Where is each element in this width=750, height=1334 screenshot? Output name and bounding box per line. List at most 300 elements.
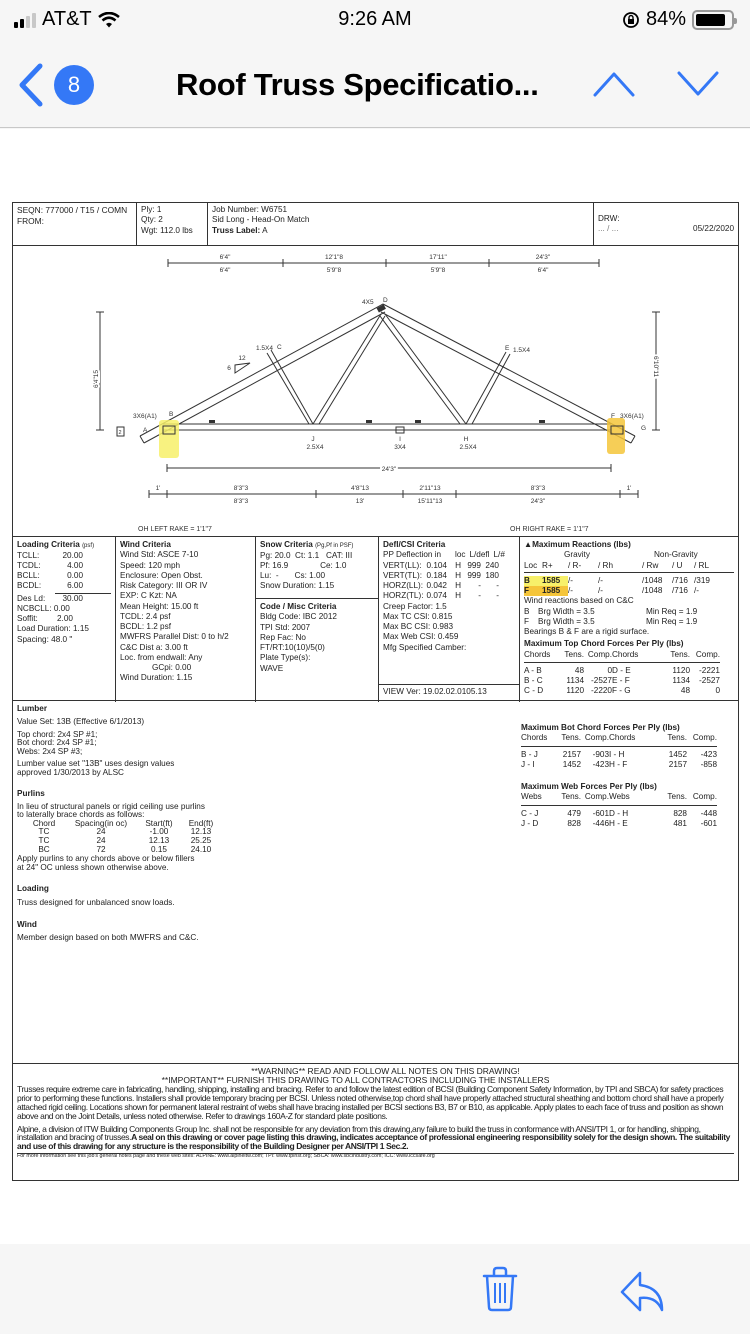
loading-key: BCDL:	[17, 581, 42, 591]
status-time: 9:26 AM	[338, 8, 412, 30]
bearing-mark: 2	[118, 430, 122, 436]
purlin-note-line: at 24" OC unless shown otherwise above.	[17, 863, 169, 873]
loading-row	[17, 593, 111, 604]
defl-cell: 999	[467, 560, 481, 570]
top-dim-3-top: 17'11"	[429, 254, 447, 261]
force-cell: 2157	[668, 759, 687, 769]
reaction-header: / R-	[568, 560, 582, 570]
truss-label-value: A	[262, 225, 268, 235]
snow-line: Pf: 16.9 Ce: 1.0	[260, 560, 347, 570]
snow-criteria	[256, 537, 378, 599]
bot-chord-table	[521, 733, 736, 770]
truss-drawing	[12, 246, 739, 536]
force-header: Chords	[612, 650, 660, 663]
loading-key: Des Ld:	[17, 593, 46, 603]
force-cell: -601	[592, 808, 609, 818]
wind-reactions-note: Wind reactions based on C&C	[524, 596, 634, 606]
wind-line: EXP: C Kzt: NA	[120, 591, 177, 601]
more-info-footer: For more information see this job's general notes page and these web sites: ALPINE: www.alpineitw.com; TPI: www.tpinst.org; SBCA: www.sbcindustry.com; ICC: www.iccsafe.org	[17, 1153, 734, 1160]
max-reactions	[520, 537, 738, 702]
next-message-chevron-down-icon[interactable]	[676, 70, 720, 98]
top-dim-1-bottom: 6'4"	[219, 267, 231, 274]
wind-line: TCDL: 2.4 psf	[120, 611, 171, 621]
bearing-width: Brg Width = 3.5	[538, 616, 595, 626]
force-cell: 479	[567, 808, 581, 818]
pitch-run: 12	[238, 355, 246, 362]
defl-row	[383, 581, 515, 591]
page-title: Roof Truss Specificatio...	[176, 67, 539, 102]
defl-cell: H	[455, 581, 461, 590]
defl-row	[383, 561, 515, 571]
from: FROM:	[17, 215, 44, 226]
warning-line: **WARNING** READ AND FOLLOW ALL NOTES ON THIS DRAWING!	[251, 1066, 520, 1076]
notes-section	[12, 701, 739, 1063]
bottom-dim-6-top: 1'	[626, 485, 632, 492]
force-cell: 48	[574, 665, 584, 675]
defl-criteria	[379, 537, 520, 702]
bearing-loc: F	[524, 616, 530, 626]
carrier-name: AT&T	[42, 8, 92, 30]
reaction-cell: /-	[598, 575, 604, 585]
reaction-cell: /-	[598, 586, 604, 595]
load-duration: Load Duration: 1.15	[17, 624, 89, 634]
defl-line: Max TC CSI: 0.815	[383, 611, 453, 621]
truss-diagram	[13, 246, 737, 536]
plate-d: 4X5	[362, 299, 374, 306]
force-cell: 2157	[562, 749, 581, 759]
reaction-row	[524, 586, 734, 596]
top-dim-1-top: 6'4"	[219, 254, 231, 261]
force-header: Comp.	[687, 792, 717, 805]
force-cell: C - J	[521, 808, 539, 818]
doc-header	[12, 202, 739, 246]
defl-cell: HORZ(LL):	[383, 581, 424, 590]
reaction-cell: F	[524, 586, 542, 596]
purlin-header-cell: Spacing(in oc)	[74, 818, 128, 828]
force-cell: -2221	[699, 665, 720, 675]
loading-value: 30.00	[62, 593, 83, 603]
bearing-min: Min Req = 1.9	[646, 616, 698, 626]
seal-paragraph: A seal on this drawing or cover page listing this drawing, indicates acceptance of professional engineering responsibility solely for the design shown. The suitability and use of this drawing for any structure is the responsibility of the Building Designer per ANSI/TPI 1 Sec.2.	[17, 1132, 730, 1152]
web-title: Maximum Web Forces Per Ply (lbs)	[521, 782, 657, 791]
purlins-section	[17, 789, 317, 872]
job-cell	[208, 203, 594, 245]
purlin-header-cell: Start(ft)	[145, 818, 173, 828]
reaction-cell: 1585	[542, 586, 568, 596]
code-line: Rep Fac: No	[260, 632, 306, 642]
bottom-dim-4-top: 2'11"13	[419, 485, 441, 492]
drw-label: DRW:	[598, 214, 620, 223]
unread-count-badge[interactable]: 8	[54, 65, 94, 105]
defl-header-lnum: L/#	[493, 550, 505, 560]
plate-f: 3X6(A1)	[620, 413, 644, 420]
force-cell: H - E	[609, 818, 628, 828]
code-line: Plate Type(s):	[260, 653, 311, 663]
bearing-width: Brg Width = 3.5	[538, 606, 595, 616]
web-j-d	[313, 314, 381, 424]
force-cell: 1120	[672, 665, 690, 675]
loading-criteria	[13, 537, 116, 702]
bottom-dim-5-bottom: 24'3"	[530, 498, 546, 505]
code-line: Bldg Code: IBC 2012	[260, 612, 337, 622]
purlins-title: Purlins	[17, 789, 45, 799]
non-gravity-label: Non-Gravity	[654, 550, 698, 560]
wind-line: Wind Duration: 1.15	[120, 673, 193, 683]
purlin-header-cell: End(ft)	[188, 818, 214, 828]
force-cell: C - D	[524, 686, 544, 696]
plate-h: 2.5X4	[459, 444, 477, 451]
loading-value: 4.00	[67, 560, 83, 570]
code-line: FT/RT:10(10)/5(0)	[260, 643, 325, 652]
web-h-e	[466, 352, 506, 424]
reaction-cell: /716	[672, 575, 688, 585]
joint-d: D	[383, 297, 388, 304]
reaction-cell: /319	[694, 575, 710, 585]
force-header: Chords	[524, 650, 556, 663]
reaction-header: R+	[542, 560, 553, 570]
reaction-cell: B	[524, 576, 542, 586]
purlin-cell: 24	[96, 827, 106, 837]
defl-row	[383, 571, 515, 581]
reaction-row	[524, 576, 734, 586]
force-cell: D - H	[609, 808, 629, 818]
plate-i: 3X4	[394, 444, 406, 451]
reaction-cell: /1048	[642, 575, 663, 585]
defl-cell: -	[496, 591, 499, 601]
defl-cell: 0.042	[426, 581, 447, 590]
plate-c: 1.5X4	[256, 345, 273, 352]
defl-line: Creep Factor: 1.5	[383, 601, 447, 611]
span-label: 24'3"	[381, 466, 397, 473]
bottom-dim-3-bottom: 13'	[355, 498, 365, 505]
bottom-dim-5-top: 8'3"3	[530, 485, 546, 492]
bot-chord-title: Maximum Bot Chord Forces Per Ply (lbs)	[521, 723, 680, 732]
defl-line: Max Web CSI: 0.459	[383, 632, 459, 642]
force-cell: 481	[673, 818, 687, 828]
bearing-min: Min Req = 1.9	[646, 606, 698, 616]
snow-code-criteria	[256, 537, 379, 702]
wind-section	[17, 920, 317, 944]
reply-icon[interactable]	[618, 1270, 668, 1312]
bottom-toolbar	[0, 1244, 750, 1334]
snow-criteria-title: Snow Criteria	[260, 540, 313, 549]
force-cell: -446	[592, 818, 609, 828]
loading-key: TCLL:	[17, 550, 40, 560]
defl-header-loc: loc	[455, 550, 466, 560]
defl-cell: H	[455, 570, 461, 580]
purlin-cell: 24.10	[190, 844, 212, 854]
warning-paragraph: Trusses require extreme care in fabricating, handling, shipping, installing and bracing. Refer to and follow the latest edition of BCSI (Building Component Safety Information, by TPI and SBCA) for safety practices prior to performing these functions. Installers shall provide temporary bracing per BCSI. Unless noted otherwise,top chord shall have properly attached structural sheathing and bottom chord shall have a properly attached rigid ceiling. Locations shown for permanent lateral restraint of webs shall have bracing installed per BCSI sections B3, B7 or B10, as applicable. Apply plates to each face of truss and position as shown above and on the Joint Details, unless noted otherwise. Refer to drawings 160A-Z for standard plate positions.	[17, 1083, 724, 1121]
force-cell: -2220	[591, 686, 612, 696]
force-header: Comp.	[690, 650, 720, 663]
wind-text: Member design based on both MWFRS and C&C.	[17, 933, 199, 943]
loading-section	[17, 884, 317, 908]
wind-line: Wind Std: ASCE 7-10	[120, 550, 199, 560]
wind-line: C&C Dist a: 3.00 ft	[120, 642, 188, 652]
top-chord-title: Maximum Top Chord Forces Per Ply (lbs)	[524, 639, 684, 649]
lumber-line: Bot chord: 2x4 SP #1;	[17, 738, 97, 748]
plate-j: 2.5X4	[306, 444, 324, 451]
defl-cell: -	[478, 581, 481, 590]
loading-criteria-title: Loading Criteria	[17, 540, 80, 549]
seqn-cell	[13, 203, 137, 245]
force-header: Tens.	[553, 733, 581, 746]
defl-cell: 999	[467, 570, 481, 580]
defl-line: Max BC CSI: 0.983	[383, 622, 454, 631]
defl-cell: H	[455, 560, 461, 570]
left-height-label: 6'4"15	[93, 369, 100, 388]
loading-value: 6.00	[67, 581, 83, 591]
reaction-header: / Rh	[598, 560, 614, 570]
web-table	[521, 792, 736, 829]
loading-row	[17, 581, 111, 591]
purlin-cell: 12.13	[148, 836, 170, 846]
pitch-rise: 6	[227, 365, 231, 372]
previous-message-chevron-up-icon[interactable]	[592, 70, 636, 98]
job-number: Job Number: W6751	[212, 205, 288, 214]
top-dim-3-bottom: 5'9"8	[430, 267, 446, 274]
purlin-intro-line: In lieu of structural panels or rigid ceiling use purlins	[17, 801, 205, 811]
purlin-cell: 25.25	[190, 836, 212, 846]
qty: Qty: 2	[141, 215, 163, 225]
purlin-cell: 24	[96, 836, 106, 846]
force-header: Tens.	[553, 792, 581, 805]
snow-line: Pg: 20.0 Ct: 1.1 CAT: III	[260, 550, 353, 560]
reaction-header: / Rw	[642, 560, 659, 570]
wind-line: BCDL: 1.2 psf	[120, 622, 171, 631]
plate-e: 1.5X4	[513, 347, 530, 354]
code-line: WAVE	[260, 663, 284, 673]
defl-cell: -	[478, 591, 481, 601]
oh-left-rake: OH LEFT RAKE = 1'1"7	[138, 526, 212, 533]
back-chevron-icon[interactable]	[16, 62, 46, 108]
bearing-row	[524, 617, 734, 627]
web-d-h	[385, 314, 466, 424]
spacing: Spacing: 48.0 "	[17, 634, 73, 644]
reaction-header: / RL	[694, 560, 710, 570]
weight: Wgt: 112.0 lbs	[141, 225, 193, 235]
defl-cell: VERT(LL):	[383, 560, 422, 570]
wind-criteria-title: Wind Criteria	[120, 540, 171, 549]
code-criteria-title: Code / Misc Criteria	[260, 602, 337, 611]
top-dim-2-top: 12'1"8	[324, 254, 344, 261]
defl-line: Mfg Specified Camber:	[383, 642, 467, 652]
top-dim-2-bottom: 5'9"8	[326, 267, 342, 274]
pitch-triangle	[235, 363, 250, 373]
wind-title: Wind	[17, 919, 37, 929]
purlin-cell: 0.15	[151, 844, 167, 854]
wind-line: GCpi: 0.00	[152, 663, 192, 672]
truss-spec-document	[12, 202, 739, 1192]
force-cell: 1120	[566, 686, 584, 696]
reaction-header: Loc	[524, 560, 538, 570]
joint-c: C	[277, 344, 282, 351]
purlin-cell: 72	[96, 844, 106, 854]
wind-line: Risk Category: III OR IV	[120, 581, 208, 590]
defl-cell: -	[496, 581, 499, 590]
snow-unit: (Pg,Pf in PSF)	[315, 543, 354, 549]
force-cell: 1452	[562, 759, 581, 769]
defl-cell: 180	[485, 570, 499, 580]
force-cell: 828	[673, 808, 687, 818]
purlin-row	[17, 846, 317, 855]
force-header: Tens.	[660, 650, 690, 663]
loading-title: Loading	[17, 884, 49, 894]
important-line: **IMPORTANT** FURNISH THIS DRAWING TO ALL CONTRACTORS INCLUDING THE INSTALLERS	[161, 1074, 550, 1085]
reaction-cell: /-	[694, 586, 700, 595]
force-cell: D - E	[612, 665, 631, 675]
defl-cell: VERT(TL):	[383, 570, 422, 580]
defl-header-pp: PP Deflection in	[383, 550, 442, 560]
drw-cell	[594, 203, 738, 245]
purlin-row	[17, 837, 317, 846]
drw-initials: ... / ...	[598, 224, 619, 234]
bottom-dim-2-bottom: 8'3"3	[233, 498, 249, 505]
defl-cell: H	[455, 591, 461, 601]
lumber-note-line: Lumber value set "13B" uses design values	[17, 759, 175, 769]
criteria-table	[12, 536, 739, 701]
soffit-value: 2.00	[57, 614, 73, 623]
force-cell: 0	[715, 686, 720, 696]
force-header: Comp.	[581, 792, 609, 805]
lumber-title: Lumber	[17, 704, 48, 713]
wind-line: Mean Height: 15.00 ft	[120, 601, 199, 611]
wind-line: Enclosure: Open Obst.	[120, 570, 203, 580]
defl-cell: 240	[485, 560, 499, 570]
force-header: Webs	[521, 792, 553, 805]
force-cell: -601	[700, 818, 717, 828]
joint-i: I	[399, 436, 401, 443]
forces-section	[521, 701, 736, 829]
force-header: Webs	[609, 792, 657, 805]
force-cell: F - G	[612, 686, 631, 696]
joint-f: F	[611, 413, 615, 420]
right-height-label: 6'10"11	[652, 356, 659, 378]
defl-header-ldefl: L/defl	[469, 550, 490, 560]
ply: Ply: 1	[141, 205, 162, 214]
force-cell: 1134	[672, 676, 690, 685]
snow-line: Snow Duration: 1.15	[260, 581, 335, 591]
bearing-row	[524, 607, 734, 617]
lumber-value-set: Value Set: 13B (Effective 6/1/2013)	[17, 717, 145, 727]
plate-b: 3X6(A1)	[133, 413, 157, 420]
warning-block	[12, 1063, 739, 1181]
joint-g: G	[641, 425, 647, 432]
loading-row	[17, 561, 111, 571]
gravity-label: Gravity	[564, 550, 590, 560]
seqn: SEQN: 777000 / T15 / COMN	[17, 205, 128, 215]
loading-key: BCLL:	[17, 571, 40, 580]
force-cell: J - I	[521, 759, 535, 769]
force-cell: J - D	[521, 818, 539, 828]
wind-line: MWFRS Parallel Dist: 0 to h/2	[120, 632, 229, 642]
bottom-dim-2-top: 8'3"3	[233, 485, 249, 492]
force-cell: -2527	[591, 676, 612, 685]
bottom-dim-4-bottom: 15'11"13	[417, 498, 443, 505]
force-cell: 1452	[668, 749, 687, 759]
reaction-header: / U	[672, 560, 683, 570]
force-header: Chords	[609, 733, 657, 746]
force-cell: -858	[700, 759, 717, 769]
purlin-cell: BC	[38, 844, 50, 854]
lumber-note-line: approved 1/30/2013 by ALSC	[17, 768, 124, 778]
lumber-line: Top chord: 2x4 SP #1;	[17, 729, 98, 739]
joint-b: B	[169, 411, 174, 418]
code-line: TPI Std: 2007	[260, 622, 311, 632]
top-chord-table	[524, 650, 734, 697]
defl-cell: 0.074	[426, 591, 447, 601]
joint-e: E	[505, 345, 510, 352]
truss-label-key: Truss Label:	[212, 225, 261, 235]
force-cell: A - B	[524, 665, 542, 675]
right-bearing-highlight	[607, 418, 625, 454]
force-header: Tens.	[657, 733, 687, 746]
bottom-dim-3-top: 4'8"13	[350, 485, 370, 492]
code-criteria	[256, 599, 378, 677]
defl-cell: 0.184	[426, 570, 447, 580]
loading-value: 20.00	[62, 550, 83, 560]
loading-value: 0.00	[67, 571, 83, 580]
lumber-line: Webs: 2x4 SP #3;	[17, 746, 83, 756]
reaction-cell: /-	[568, 575, 574, 585]
force-cell: B - C	[524, 676, 543, 685]
force-header: Tens.	[556, 650, 584, 663]
force-cell: -423	[700, 749, 717, 759]
reactions-title: ▲Maximum Reactions (lbs)	[524, 540, 631, 549]
reaction-cell: 1585	[542, 576, 568, 586]
trash-icon[interactable]	[482, 1266, 518, 1312]
web-c-j	[271, 350, 313, 424]
reaction-cell: /-	[568, 586, 574, 595]
job-name: Sid Long - Head-On Match	[212, 215, 310, 225]
defl-row	[383, 591, 515, 601]
loading-text: Truss designed for unbalanced snow loads.	[17, 897, 175, 907]
force-header: Comp.	[687, 733, 717, 746]
drawing-date: 05/22/2020	[693, 224, 734, 234]
loading-row	[17, 551, 111, 561]
purlin-cell: -1.00	[149, 827, 169, 837]
force-cell: E - F	[612, 676, 630, 685]
force-header: Chords	[521, 733, 553, 746]
reaction-cell: /716	[672, 586, 688, 595]
force-cell: 828	[567, 818, 581, 828]
purlin-note-line: Apply purlins to any chords above or below fillers	[17, 854, 195, 864]
nav-bar	[0, 40, 750, 128]
bearing-loc: B	[524, 606, 530, 616]
purlin-cell: TC	[38, 827, 50, 837]
attachment-viewer[interactable]	[0, 129, 750, 1244]
soffit-key: Soffit:	[17, 614, 38, 623]
loading-key: TCDL:	[17, 560, 41, 570]
joint-j: J	[311, 436, 315, 443]
ply-cell	[137, 203, 208, 245]
top-dim-4-top: 24'3"	[535, 254, 551, 261]
bearings-note: Bearings B & F are a rigid surface.	[524, 627, 650, 636]
reaction-cell: /1048	[642, 586, 663, 595]
force-cell: -2527	[699, 676, 720, 685]
bottom-dim-1-top: 1'	[155, 485, 161, 492]
loading-unit: (psf)	[82, 543, 95, 549]
status-bar	[0, 0, 750, 40]
force-cell: H - F	[609, 759, 628, 769]
force-cell: -423	[592, 759, 609, 769]
oh-right-rake: OH RIGHT RAKE = 1'1"7	[510, 526, 589, 533]
purlin-intro-line: to laterally brace chords as follows:	[17, 810, 145, 820]
ncbcll: NCBCLL: 0.00	[17, 603, 70, 613]
force-cell: -448	[700, 808, 717, 818]
force-header: Comp.	[584, 650, 612, 663]
defl-cell: HORZ(TL):	[383, 591, 424, 601]
